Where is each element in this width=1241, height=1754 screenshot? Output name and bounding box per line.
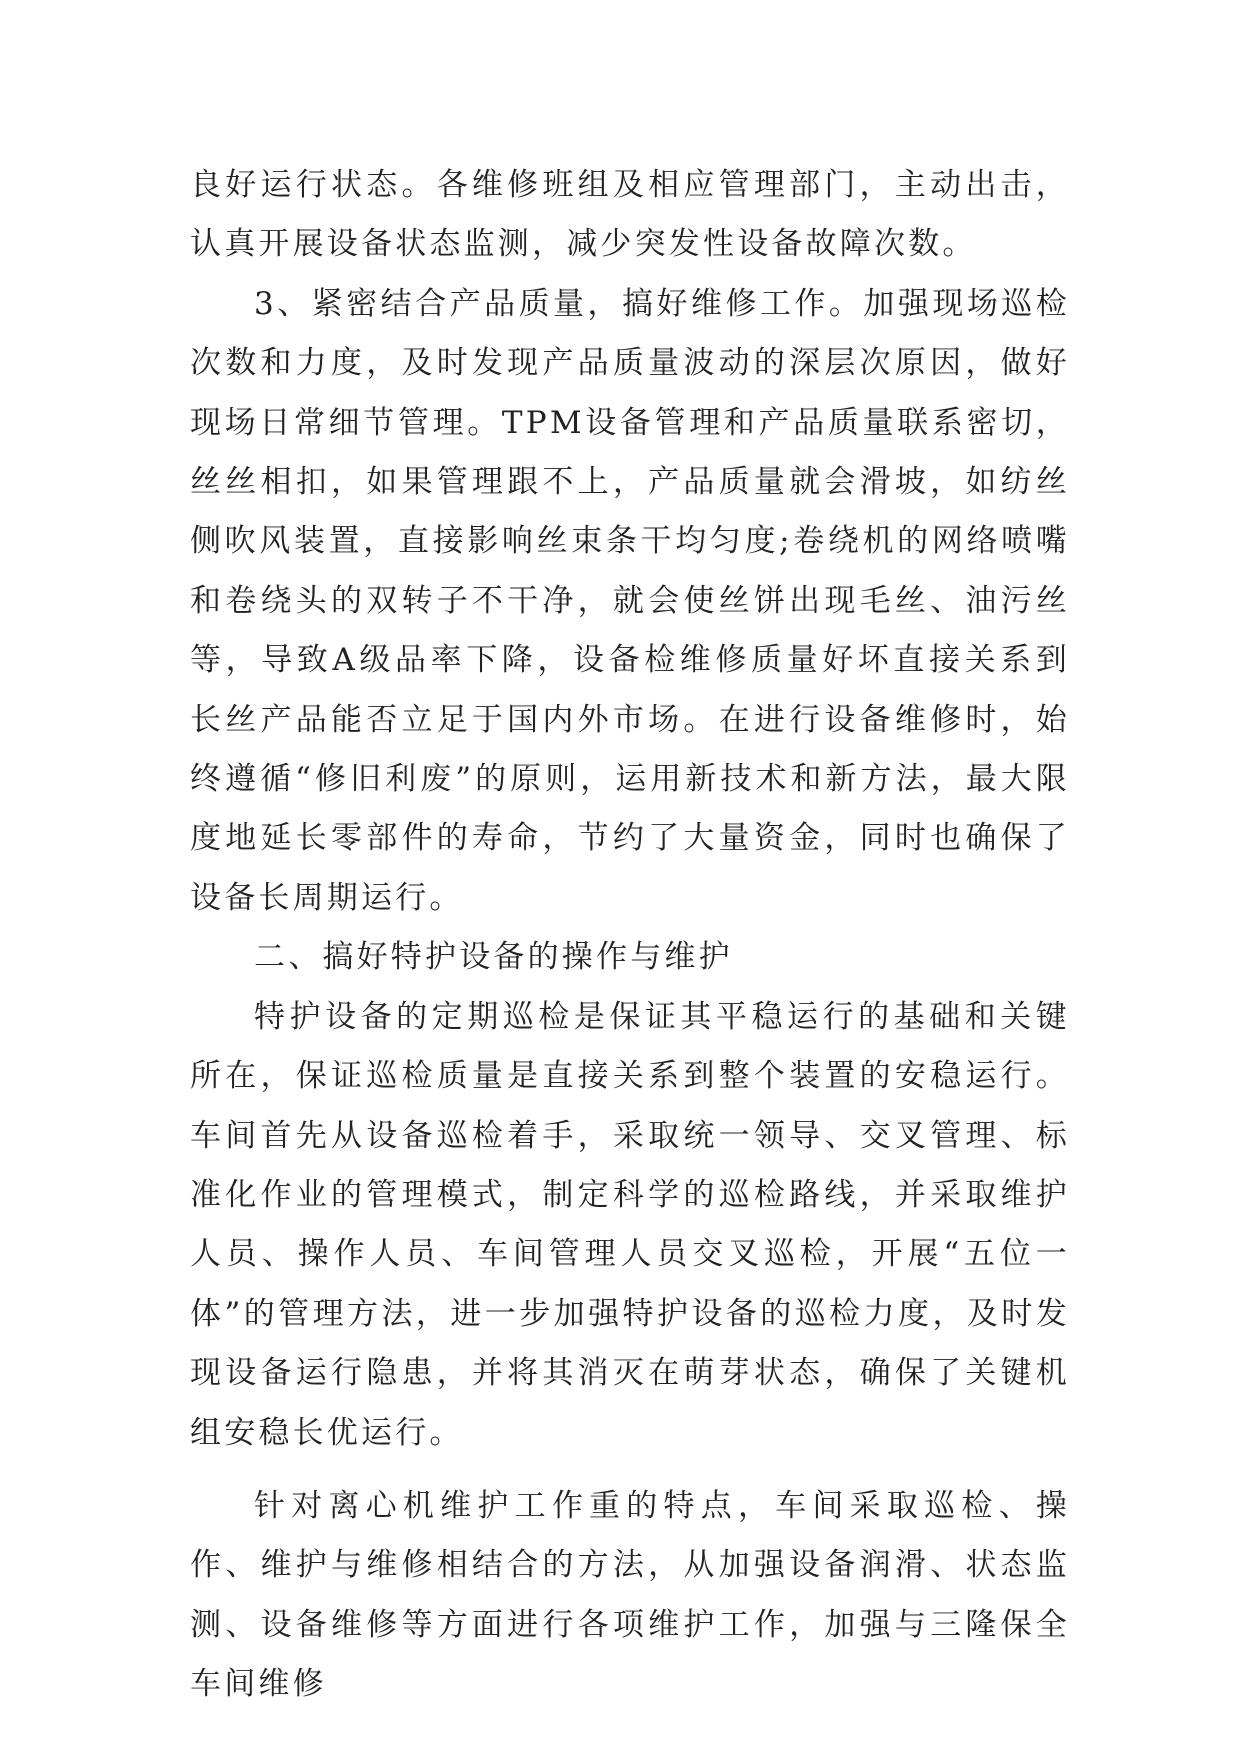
paragraph-product-quality: 3、紧密结合产品质量，搞好维修工作。加强现场巡检次数和力度，及时发现产品质量波动的深层次原因，做好现场日常细节管理。TPM设备管理和产品质量联系密切，丝丝相扣，如果管理跟不上，产品质量就会滑坡，如纺丝侧吹风装置，直接影响丝束条干均匀度;卷绕机的网络喷嘴和卷绕头的双转子不干净，就会使丝饼出现毛丝、油污丝等，导致A级品率下降，设备检维修质量好坏直接关系到长丝产品能否立足于国内外市场。在进行设备维修时，始终遵循“修旧利废”的原则，运用新技术和新方法，最大限度地延长零部件的寿命，节约了大量资金，同时也确保了设备长周期运行。 — [190, 285, 1070, 916]
document-body — [190, 156, 1070, 1715]
paragraph-patrol-inspection: 特护设备的定期巡检是保证其平稳运行的基础和关键所在，保证巡检质量是直接关系到整个装置的安稳运行。车间首先从设备巡检着手，采取统一领导、交叉管理、标准化作业的管理模式，制定科学的巡检路线，并采取维护人员、操作人员、车间管理人员交叉巡检，开展“五位一体”的管理方法，进一步加强特护设备的巡检力度，及时发现设备运行隐患，并将其消灭在萌芽状态，确保了关键机组安稳长优运行。 — [190, 998, 1070, 1451]
section-heading: 二、搞好特护设备的操作与维护 — [254, 939, 733, 976]
paragraph-centrifuge-maintenance: 针对离心机维护工作重的特点，车间采取巡检、操作、维护与维修相结合的方法，从加强设备润滑、状态监测、设备维修等方面进行各项维护工作，加强与三隆保全车间维修 — [190, 1487, 1070, 1703]
paragraph-continuation: 良好运行状态。各维修班组及相应管理部门，主动出击，认真开展设备状态监测，减少突发性设备故障次数。 — [190, 167, 1070, 263]
